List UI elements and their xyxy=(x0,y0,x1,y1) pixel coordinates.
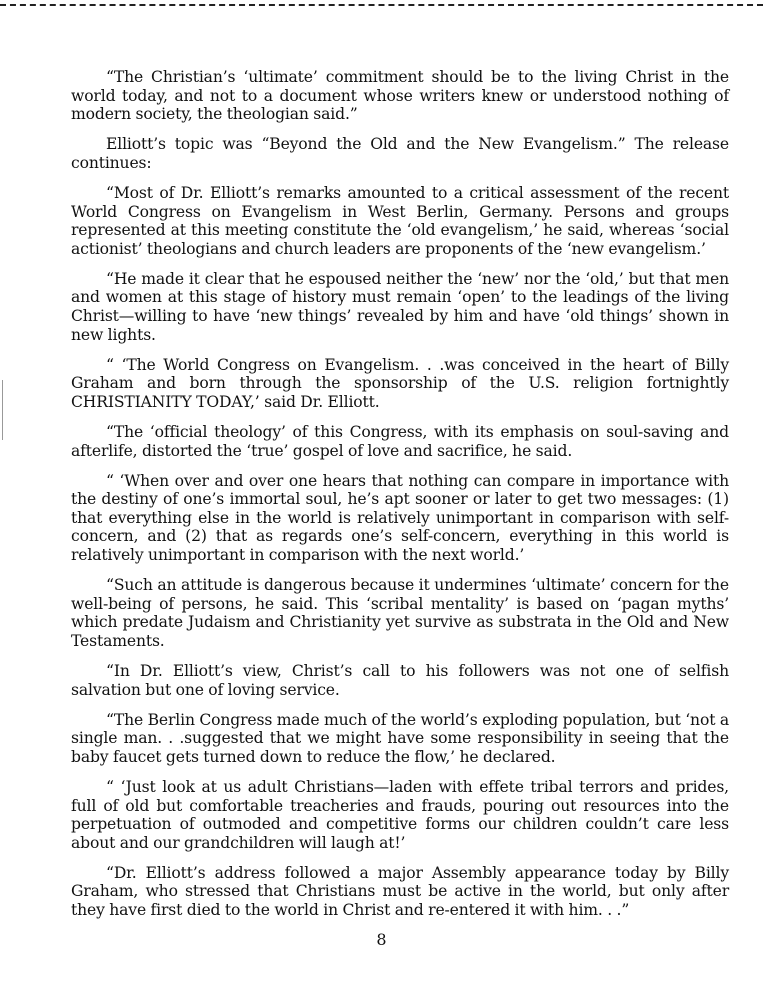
paragraph-6: “The ‘official theology’ of this Congress, with its emphasis on soul-saving and afterlife, distorted the ‘true’ gospel of love and sacrifice, he said. xyxy=(71,423,729,460)
paragraph-5: “ ‘The World Congress on Evangelism. . .was conceived in the heart of Billy Graham and born through the sponsorship of the U.S. religion fortnightly CHRISTIANITY TODAY,’ said Dr. Elliott. xyxy=(71,355,729,411)
paragraph-8: “Such an attitude is dangerous because it undermines ‘ultimate’ concern for the well-being of persons, he said. This ‘scribal mentality’ is based on ‘pagan myths’ which predate Judaism and Christianity yet survive as substrata in the Old and New Testaments. xyxy=(71,576,729,650)
paragraph-2: Elliott’s topic was “Beyond the Old and the New Evangelism.” The release continues: xyxy=(71,135,729,172)
page-number: 8 xyxy=(376,930,387,949)
paragraph-4: “He made it clear that he espoused neither the ‘new’ nor the ‘old,’ but that men and women at this stage of history must remain ‘open’ to the leadings of the living Christ—willing to have ‘new things’ revealed by him and have ‘old things’ shown in new lights. xyxy=(71,269,729,344)
paragraph-10: “The Berlin Congress made much of the world’s exploding population, but ‘not a single man. . .suggested that we might have some responsibility in seeing that the baby faucet gets turned down to reduce the flow,’ he declared. xyxy=(71,710,729,766)
paragraph-12: “Dr. Elliott’s address followed a major Assembly appearance today by Billy Graham, who stressed that Christians must be active in the world, but only after they have first died to the world in Christ and re-entered it with him. . .” xyxy=(71,863,729,920)
document-body xyxy=(71,68,729,931)
paragraph-11: “ ‘Just look at us adult Christians—laden with effete tribal terrors and prides, full of old but comfortable treacheries and frauds, pouring out resources into the perpetuation of outmoded and competitive forms our children couldn’t care less about and our grandchildren will laugh at!’ xyxy=(71,778,729,852)
paragraph-7: “ ‘When over and over one hears that nothing can compare in importance with the destiny of one’s immortal soul, he’s apt sooner or later to get two messages: (1) that everything else in the world is relatively unimportant in comparison with self-concern, and (2) that as regards one’s self-concern, everything in this world is relatively unimportant in comparison with the next world.’ xyxy=(71,471,729,565)
top-border-rule xyxy=(0,4,763,6)
paragraph-1: “The Christian’s ‘ultimate’ commitment should be to the living Christ in the world today, and not to a document whose writers knew or understood nothing of modern society, the theologian said.” xyxy=(71,68,729,124)
paragraph-3: “Most of Dr. Elliott’s remarks amounted to a critical assessment of the recent World Congress on Evangelism in West Berlin, Germany. Persons and groups represented at this meeting constitute the ‘old evangelism,’ he said, whereas ‘social actionist’ theologians and church leaders are proponents of the ‘new evangelism.’ xyxy=(71,183,729,258)
left-edge-mark xyxy=(2,380,3,440)
paragraph-9: “In Dr. Elliott’s view, Christ’s call to his followers was not one of selfish salvation but one of loving service. xyxy=(71,662,729,699)
